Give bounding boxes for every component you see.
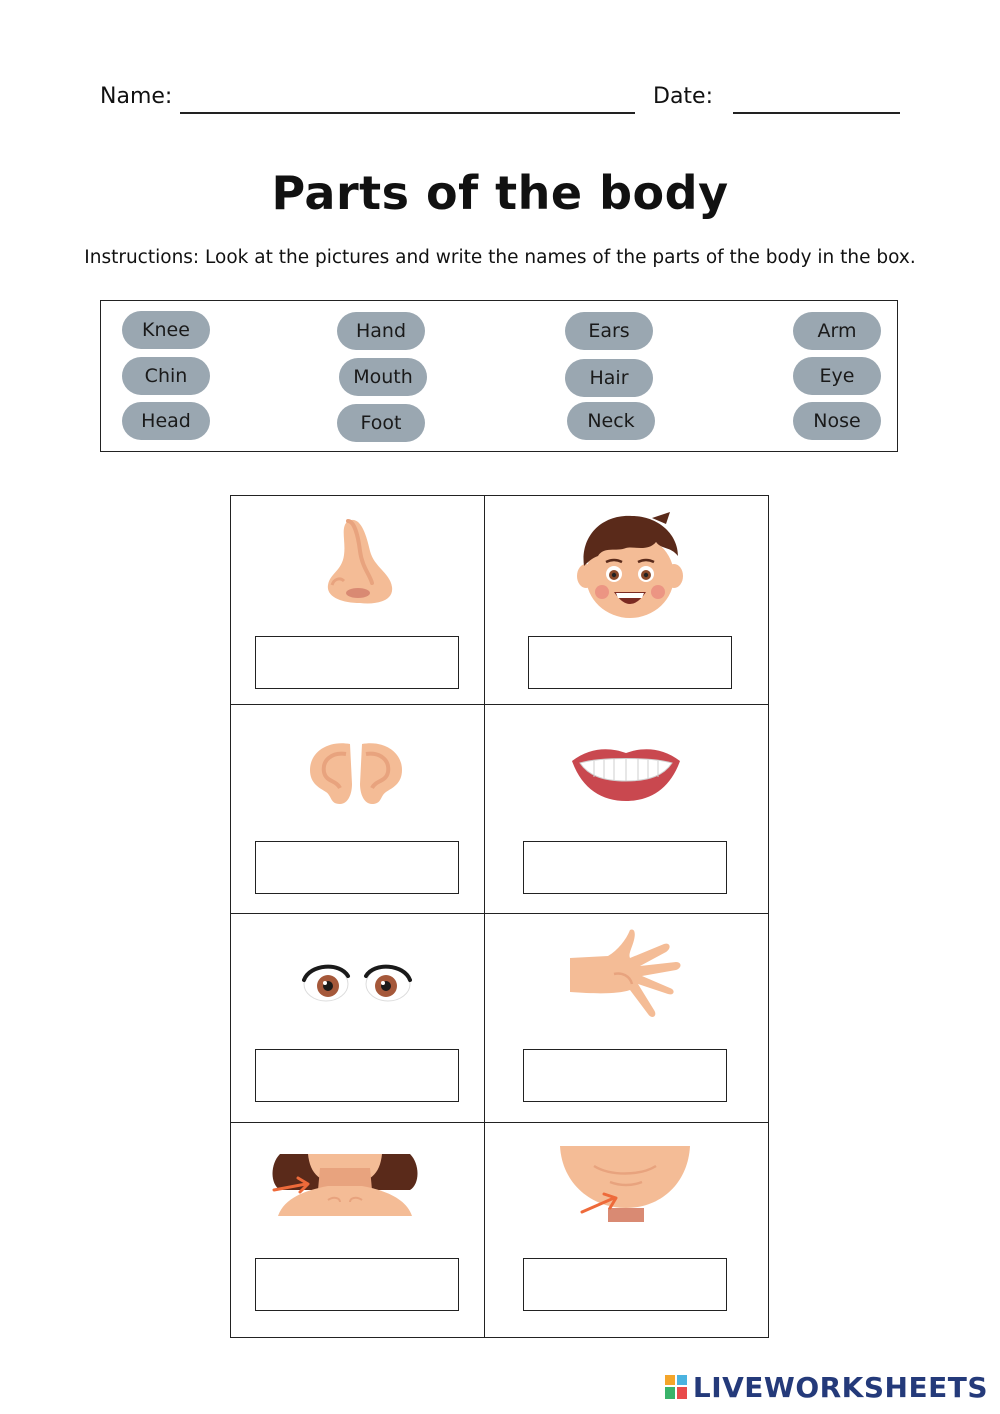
logo-icon: [665, 1375, 687, 1399]
answer-box[interactable]: [523, 1258, 727, 1311]
grid-divider: [230, 913, 769, 914]
date-label: Date:: [653, 84, 713, 109]
answer-box[interactable]: [255, 841, 459, 894]
word-pill: Neck: [567, 402, 655, 440]
grid-divider: [230, 704, 769, 705]
answer-box[interactable]: [523, 1049, 727, 1102]
logo-text: LIVEWORKSHEETS: [692, 1370, 988, 1404]
name-label: Name:: [100, 84, 173, 109]
eyes-icon: [300, 958, 414, 1004]
page-title: Parts of the body: [271, 166, 729, 220]
nose-icon: [320, 515, 400, 607]
liveworksheets-logo: [665, 1372, 988, 1402]
answer-box[interactable]: [255, 1258, 459, 1311]
word-pill: Hand: [337, 312, 425, 350]
word-pill: Ears: [565, 312, 653, 350]
neck-icon: [270, 1154, 420, 1216]
answer-box[interactable]: [255, 636, 459, 689]
ears-icon: [306, 740, 406, 806]
word-bank: [100, 300, 898, 452]
word-pill: Knee: [122, 311, 210, 349]
word-pill: Hair: [565, 359, 653, 397]
chin-icon: [560, 1146, 692, 1224]
word-pill: Mouth: [339, 358, 427, 396]
word-pill: Foot: [337, 404, 425, 442]
instructions-text: Instructions: Look at the pictures and write the names of the parts of the body in the box.: [84, 247, 916, 268]
word-pill: Arm: [793, 312, 881, 350]
grid-divider: [484, 495, 485, 1338]
answer-box[interactable]: [255, 1049, 459, 1102]
hand-icon: [568, 928, 682, 1022]
word-pill: Nose: [793, 402, 881, 440]
mouth-icon: [570, 745, 682, 803]
answer-box[interactable]: [528, 636, 732, 689]
name-line[interactable]: [180, 112, 635, 114]
word-pill: Eye: [793, 357, 881, 395]
word-pill: Head: [122, 402, 210, 440]
face-icon: [574, 512, 686, 620]
answer-box[interactable]: [523, 841, 727, 894]
date-line[interactable]: [733, 112, 900, 114]
grid-divider: [230, 1122, 769, 1123]
word-pill: Chin: [122, 357, 210, 395]
